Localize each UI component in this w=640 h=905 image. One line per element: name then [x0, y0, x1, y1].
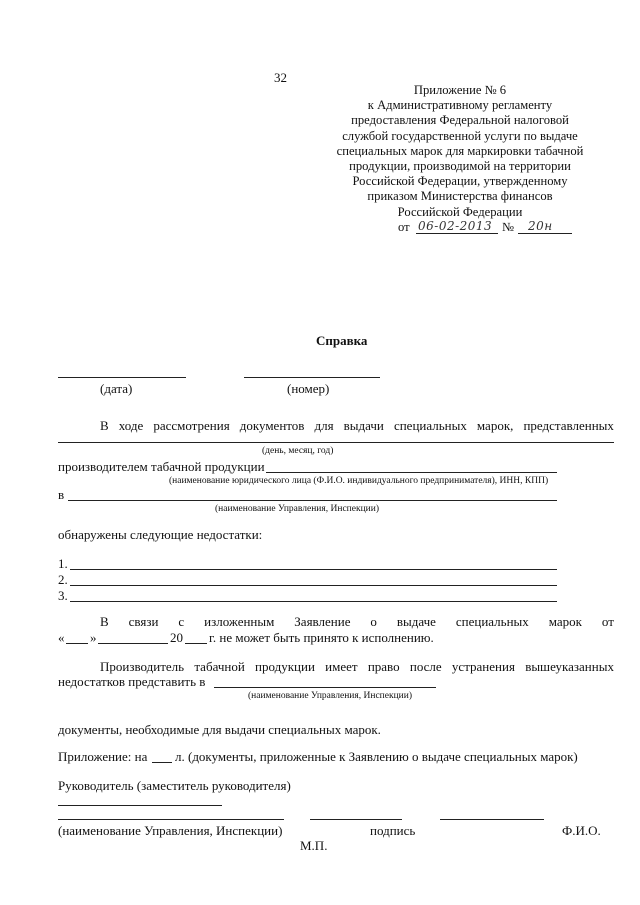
- documents-text: документы, необходимые для выдачи специальных марок.: [58, 722, 381, 737]
- word: марок: [548, 614, 582, 629]
- deficiency-line: [70, 585, 557, 586]
- word: документов: [239, 418, 305, 433]
- appendix-line: предоставления Федеральной налоговой: [351, 113, 569, 128]
- org-caption: (наименование Управления, Инспекции): [58, 823, 283, 838]
- word: представленных: [523, 418, 614, 433]
- word: Производитель: [100, 659, 185, 674]
- submission-date-line: [58, 442, 614, 443]
- paragraph1-line1: [100, 418, 614, 434]
- year-blank: [185, 643, 207, 644]
- word: с: [178, 614, 185, 629]
- appendix-line: Приложение № 6: [413, 83, 507, 97]
- order-date-value: 06-02-2013: [418, 219, 493, 233]
- order-number-prefix: №: [502, 220, 515, 234]
- word: о: [370, 614, 377, 629]
- quote-open: «: [58, 630, 65, 645]
- year-prefix: 20: [170, 630, 183, 645]
- deficiency-number: 3.: [58, 588, 68, 603]
- signature-line: [310, 819, 402, 820]
- deficiencies-label: обнаружены следующие недостатки:: [58, 527, 263, 542]
- word: табачной: [194, 659, 245, 674]
- date-field-line: [58, 377, 186, 378]
- word: устранения: [451, 659, 515, 674]
- number-caption: (номер): [287, 381, 330, 396]
- name-line: [440, 819, 544, 820]
- word: ходе: [118, 418, 144, 433]
- inspection-caption: (наименование Управления, Инспекции): [215, 504, 379, 514]
- page-number: 32: [274, 70, 287, 85]
- deficiency-number: 2.: [58, 572, 68, 587]
- inspection-line: [68, 500, 557, 501]
- date-caption: (дата): [100, 381, 133, 396]
- paragraph2-line1: [100, 614, 614, 630]
- word: В: [100, 418, 109, 433]
- order-date-prefix: от: [398, 220, 410, 234]
- attachment-suffix: л. (документы, приложенные к Заявлению о выдаче специальных марок): [175, 749, 578, 764]
- number-field-line: [244, 377, 380, 378]
- appendix-line: Российской Федерации: [397, 204, 523, 219]
- word: Заявление: [294, 614, 351, 629]
- quote-close: »: [90, 630, 97, 645]
- word: связи: [128, 614, 159, 629]
- producer-caption: (наименование юридического лица (Ф.И.О. индивидуального предпринимателя), ИНН, КПП): [169, 476, 549, 486]
- appendix-line: продукции, производимой на территории: [349, 159, 571, 174]
- day-caption: (день, месяц, год): [262, 446, 334, 456]
- appendix-line: Российской Федерации, утвержденному: [352, 174, 568, 189]
- word: право: [367, 659, 400, 674]
- producer-line: [266, 472, 557, 473]
- word: изложенным: [204, 614, 275, 629]
- word: марок,: [476, 418, 514, 433]
- word: рассмотрения: [153, 418, 230, 433]
- word: В: [100, 614, 109, 629]
- word: имеет: [325, 659, 358, 674]
- sheets-blank: [152, 762, 172, 763]
- word: продукции: [255, 659, 315, 674]
- stamp-label: М.П.: [300, 838, 328, 853]
- submit-to-line: [214, 687, 436, 688]
- submit-to-caption: (наименование Управления, Инспекции): [248, 691, 412, 701]
- day-blank: [66, 643, 88, 644]
- head-label: Руководитель (заместитель руководителя): [58, 778, 291, 793]
- word: после: [409, 659, 442, 674]
- document-title: Справка: [316, 333, 368, 348]
- appendix-block: [310, 83, 610, 220]
- signature-caption: подпись: [370, 823, 416, 838]
- name-caption: Ф.И.О.: [562, 823, 601, 838]
- statement-tail: г. не может быть принято к исполнению.: [209, 630, 434, 645]
- producer-label: производителем табачной продукции: [58, 459, 265, 474]
- submit-to-label: недостатков представить в: [58, 674, 206, 689]
- deficiency-line: [70, 601, 557, 602]
- word: для: [314, 418, 334, 433]
- inspection-label: в: [58, 487, 65, 502]
- order-number-underline: [518, 233, 572, 234]
- order-number-value: 20н: [528, 219, 553, 233]
- month-blank: [98, 643, 168, 644]
- order-date-underline: [416, 233, 498, 234]
- head-line: [58, 805, 222, 806]
- deficiency-number: 1.: [58, 556, 68, 571]
- word: специальных: [393, 418, 467, 433]
- word: выдачи: [343, 418, 384, 433]
- paragraph3-line1: [100, 659, 614, 675]
- appendix-line: специальных марок для маркировки табачной: [336, 143, 584, 158]
- appendix-line: приказом Министерства финансов: [367, 189, 553, 204]
- word: от: [601, 614, 614, 629]
- deficiency-line: [70, 569, 557, 570]
- appendix-line: службой государственной услуги по выдаче: [342, 128, 578, 143]
- word: выдаче: [396, 614, 436, 629]
- attachment-prefix: Приложение: на: [58, 749, 148, 764]
- word: вышеуказанных: [525, 659, 614, 674]
- appendix-line: к Административному регламенту: [367, 98, 553, 113]
- word: специальных: [455, 614, 529, 629]
- org-line: [58, 819, 284, 820]
